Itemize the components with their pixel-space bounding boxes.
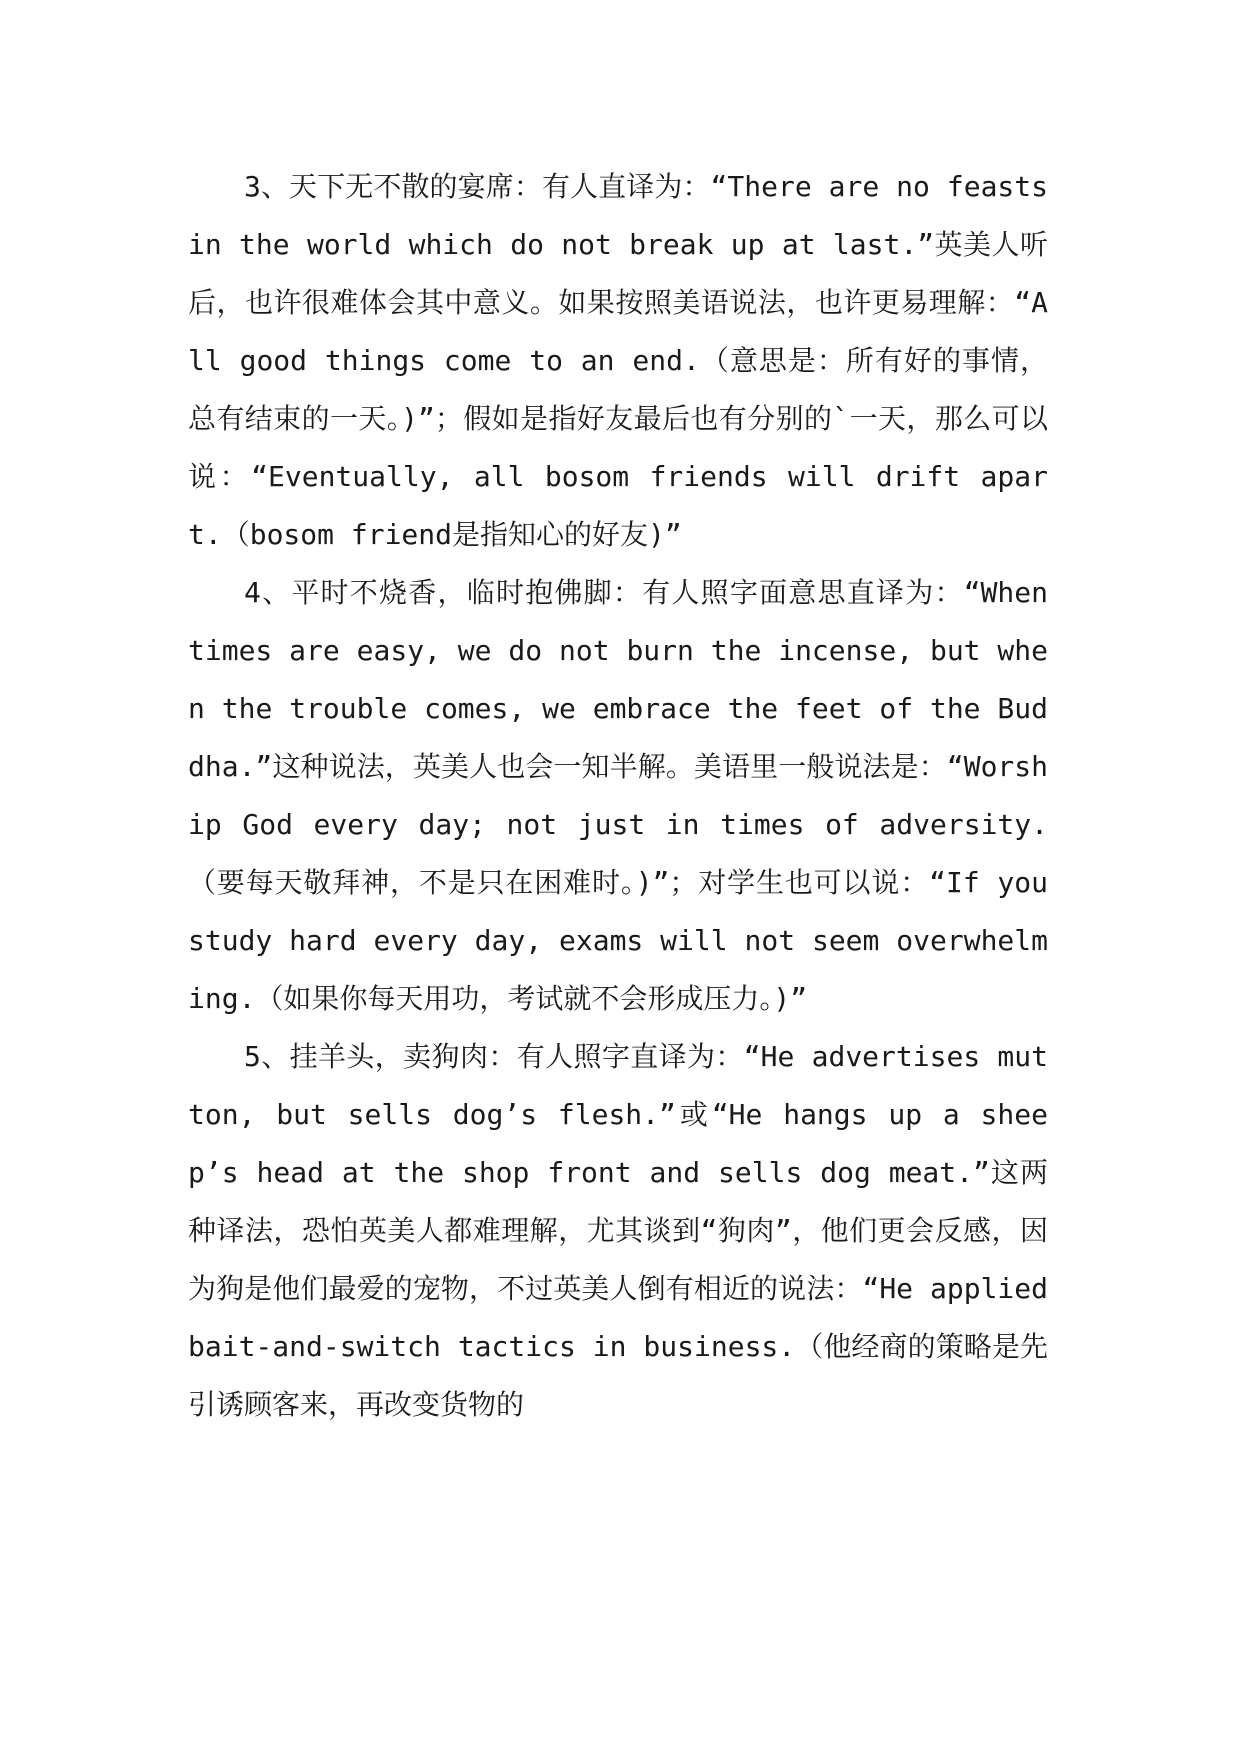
paragraph-idiom-3: 3、天下无不散的宴席：有人直译为：“There are no feasts in the world which do not break up at last.”英美人听后，也许很难体会其中意义。如果按照美语说法，也许更易理解：“All good things come to an end.（意思是：所有好的事情，总有结束的一天。)”；假如是指好友最后也有分别的`一天，那么可以说：“Eventually, all bosom friends will drift apart.（bosom friend是指知心的好友)” bbox=[188, 170, 1048, 551]
paragraph-idiom-4: 4、平时不烧香，临时抱佛脚：有人照字面意思直译为：“When times are easy, we do not burn the incense, but when the trouble comes, we embrace the feet of the Buddha.”这种说法，英美人也会一知半解。美语里一般说法是：“Worship God every day; not just in times of adversity.（要每天敬拜神，不是只在困难时。)”；对学生也可以说：“If you study hard every day, exams will not seem overwhelming.（如果你每天用功，考试就不会形成压力。)” bbox=[188, 576, 1048, 1015]
document-body bbox=[188, 158, 1048, 1434]
paragraph-idiom-5: 5、挂羊头，卖狗肉：有人照字直译为：“He advertises mutton, but sells dog’s flesh.”或“He hangs up a sheep’s head at the shop front and sells dog meat.”这两种译法，恐怕英美人都难理解，尤其谈到“狗肉”，他们更会反感，因为狗是他们最爱的宠物，不过英美人倒有相近的说法：“He applied bait-and-switch tactics in business.（他经商的策略是先引诱顾客来，再改变货物的 bbox=[188, 1040, 1048, 1421]
